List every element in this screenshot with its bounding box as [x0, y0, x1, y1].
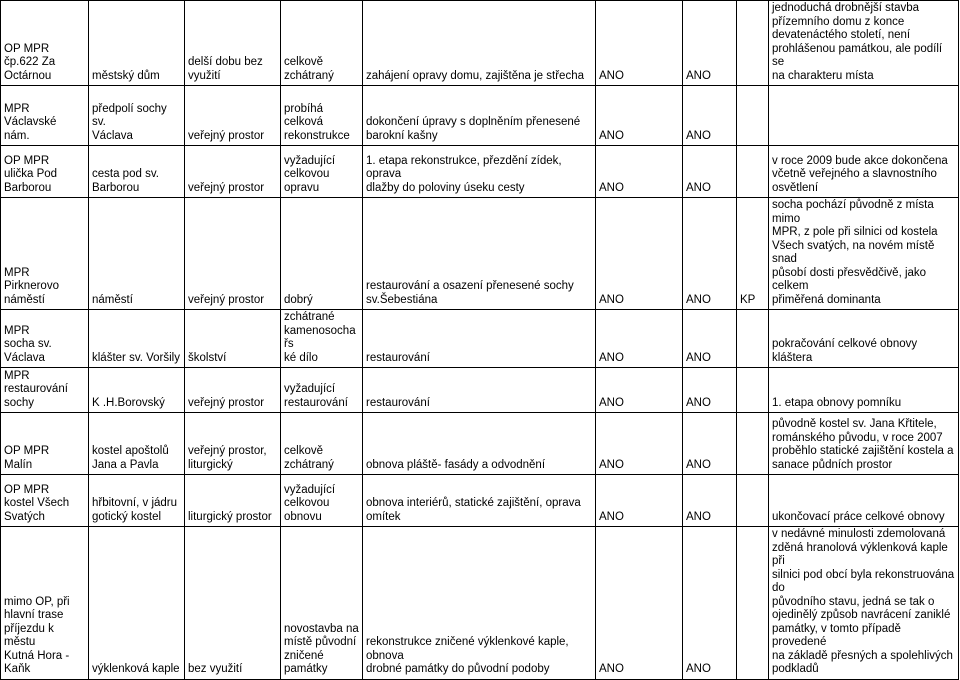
- protection-cell: [737, 475, 769, 527]
- object-cell: městský dům: [89, 1, 185, 86]
- note-cell: pokračování celkové obnovy kláštera: [769, 310, 959, 368]
- condition-cell: celkově zchátraný: [281, 1, 363, 86]
- status-cell-1: ANO: [596, 1, 683, 86]
- protection-cell: [737, 1, 769, 86]
- object-cell: cesta pod sv. Barborou: [89, 146, 185, 198]
- work-cell: restaurování a osazení přenesené sochy sv.Šebestiána: [363, 198, 596, 310]
- table-body: [1, 1, 959, 680]
- protection-cell: [737, 310, 769, 368]
- use-cell: školství: [185, 310, 281, 368]
- table-row: [1, 146, 959, 198]
- condition-cell: vyžadující celkovou opravu: [281, 146, 363, 198]
- use-cell: veřejný prostor: [185, 368, 281, 413]
- status-cell-1: ANO: [596, 146, 683, 198]
- status-cell-1: ANO: [596, 413, 683, 475]
- object-cell: K .H.Borovský: [89, 368, 185, 413]
- status-cell-2: ANO: [683, 413, 737, 475]
- note-cell: 1. etapa obnovy pomníku: [769, 368, 959, 413]
- condition-cell: zchátrané kamenosochařs ké dílo: [281, 310, 363, 368]
- table-row: [1, 86, 959, 146]
- table-row: [1, 368, 959, 413]
- location-cell: OP MPR kostel Všech Svatých: [1, 475, 89, 527]
- protection-cell: [737, 368, 769, 413]
- location-cell: OP MPR čp.622 Za Octárnou: [1, 1, 89, 86]
- status-cell-2: ANO: [683, 475, 737, 527]
- status-cell-2: ANO: [683, 198, 737, 310]
- table-row: [1, 413, 959, 475]
- object-cell: kostel apoštolů Jana a Pavla: [89, 413, 185, 475]
- condition-cell: vyžadující celkovou obnovu: [281, 475, 363, 527]
- work-cell: restaurování: [363, 310, 596, 368]
- use-cell: liturgický prostor: [185, 475, 281, 527]
- protection-cell: [737, 146, 769, 198]
- work-cell: obnova pláště- fasády a odvodnění: [363, 413, 596, 475]
- location-cell: MPR Václavské nám.: [1, 86, 89, 146]
- status-cell-2: ANO: [683, 146, 737, 198]
- condition-cell: probíhá celková rekonstrukce: [281, 86, 363, 146]
- table-row: [1, 527, 959, 680]
- protection-cell: [737, 527, 769, 680]
- object-cell: náměstí: [89, 198, 185, 310]
- use-cell: veřejný prostor: [185, 198, 281, 310]
- note-cell: v nedávné minulosti zdemolovaná zděná hranolová výklenková kaple při silnici pod obcí byla rekonstruována do původního stavu, jedná se tak o ojedinělý způsob navrácení zaniklé památky, v tomto případě provedené na základě přesných a spolehlivých podkladů: [769, 527, 959, 680]
- protection-cell: [737, 413, 769, 475]
- condition-cell: dobrý: [281, 198, 363, 310]
- table-row: [1, 1, 959, 86]
- protection-cell: [737, 86, 769, 146]
- status-cell-2: ANO: [683, 368, 737, 413]
- work-cell: obnova interiérů, statické zajištění, oprava omítek: [363, 475, 596, 527]
- note-cell: ukončovací práce celkové obnovy: [769, 475, 959, 527]
- note-cell: [769, 86, 959, 146]
- note-cell: v roce 2009 bude akce dokončena včetně veřejného a slavnostního osvětlení: [769, 146, 959, 198]
- status-cell-1: ANO: [596, 198, 683, 310]
- object-cell: předpolí sochy sv. Václava: [89, 86, 185, 146]
- use-cell: bez využití: [185, 527, 281, 680]
- location-cell: MPR Pirknerovo náměstí: [1, 198, 89, 310]
- use-cell: veřejný prostor: [185, 86, 281, 146]
- status-cell-2: ANO: [683, 310, 737, 368]
- status-cell-2: ANO: [683, 86, 737, 146]
- work-cell: restaurování: [363, 368, 596, 413]
- status-cell-1: ANO: [596, 86, 683, 146]
- use-cell: veřejný prostor: [185, 146, 281, 198]
- object-cell: hřbitovní, v jádru gotický kostel: [89, 475, 185, 527]
- note-cell: socha pochází původně z místa mimo MPR, z pole při silnici od kostela Všech svatých, na novém místě snad působí dosti přesvědčivě, jako celkem přiměřená dominanta: [769, 198, 959, 310]
- work-cell: zahájení opravy domu, zajištěna je střecha: [363, 1, 596, 86]
- work-cell: 1. etapa rekonstrukce, přezdění zídek, oprava dlažby do poloviny úseku cesty: [363, 146, 596, 198]
- location-cell: MPR restaurování sochy: [1, 368, 89, 413]
- location-cell: mimo OP, při hlavní trase příjezdu k městu Kutná Hora - Kaňk: [1, 527, 89, 680]
- status-cell-1: ANO: [596, 475, 683, 527]
- status-cell-2: ANO: [683, 527, 737, 680]
- table-row: [1, 310, 959, 368]
- location-cell: OP MPR ulička Pod Barborou: [1, 146, 89, 198]
- table-row: [1, 475, 959, 527]
- note-cell: původně kostel sv. Jana Křtitele, románského původu, v roce 2007 proběhlo statické zajištění kostela a sanace půdních prostor: [769, 413, 959, 475]
- status-cell-1: ANO: [596, 310, 683, 368]
- protection-cell: KP: [737, 198, 769, 310]
- status-cell-2: ANO: [683, 1, 737, 86]
- condition-cell: celkově zchátraný: [281, 413, 363, 475]
- table-row: [1, 198, 959, 310]
- note-cell: jednoduchá drobnější stavba přízemního domu z konce devatenáctého století, není prohlášenou památkou, ale podílí se na charakteru místa: [769, 1, 959, 86]
- work-cell: rekonstrukce zničené výklenkové kaple, obnova drobné památky do původní podoby: [363, 527, 596, 680]
- object-cell: klášter sv. Voršily: [89, 310, 185, 368]
- work-cell: dokončení úpravy s doplněním přenesené barokní kašny: [363, 86, 596, 146]
- location-cell: OP MPR Malín: [1, 413, 89, 475]
- location-cell: MPR socha sv. Václava: [1, 310, 89, 368]
- status-cell-1: ANO: [596, 368, 683, 413]
- use-cell: delší dobu bez využití: [185, 1, 281, 86]
- status-cell-1: ANO: [596, 527, 683, 680]
- use-cell: veřejný prostor, liturgický: [185, 413, 281, 475]
- object-cell: výklenková kaple: [89, 527, 185, 680]
- condition-cell: novostavba na místě původní zničené památky: [281, 527, 363, 680]
- condition-cell: vyžadující restaurování: [281, 368, 363, 413]
